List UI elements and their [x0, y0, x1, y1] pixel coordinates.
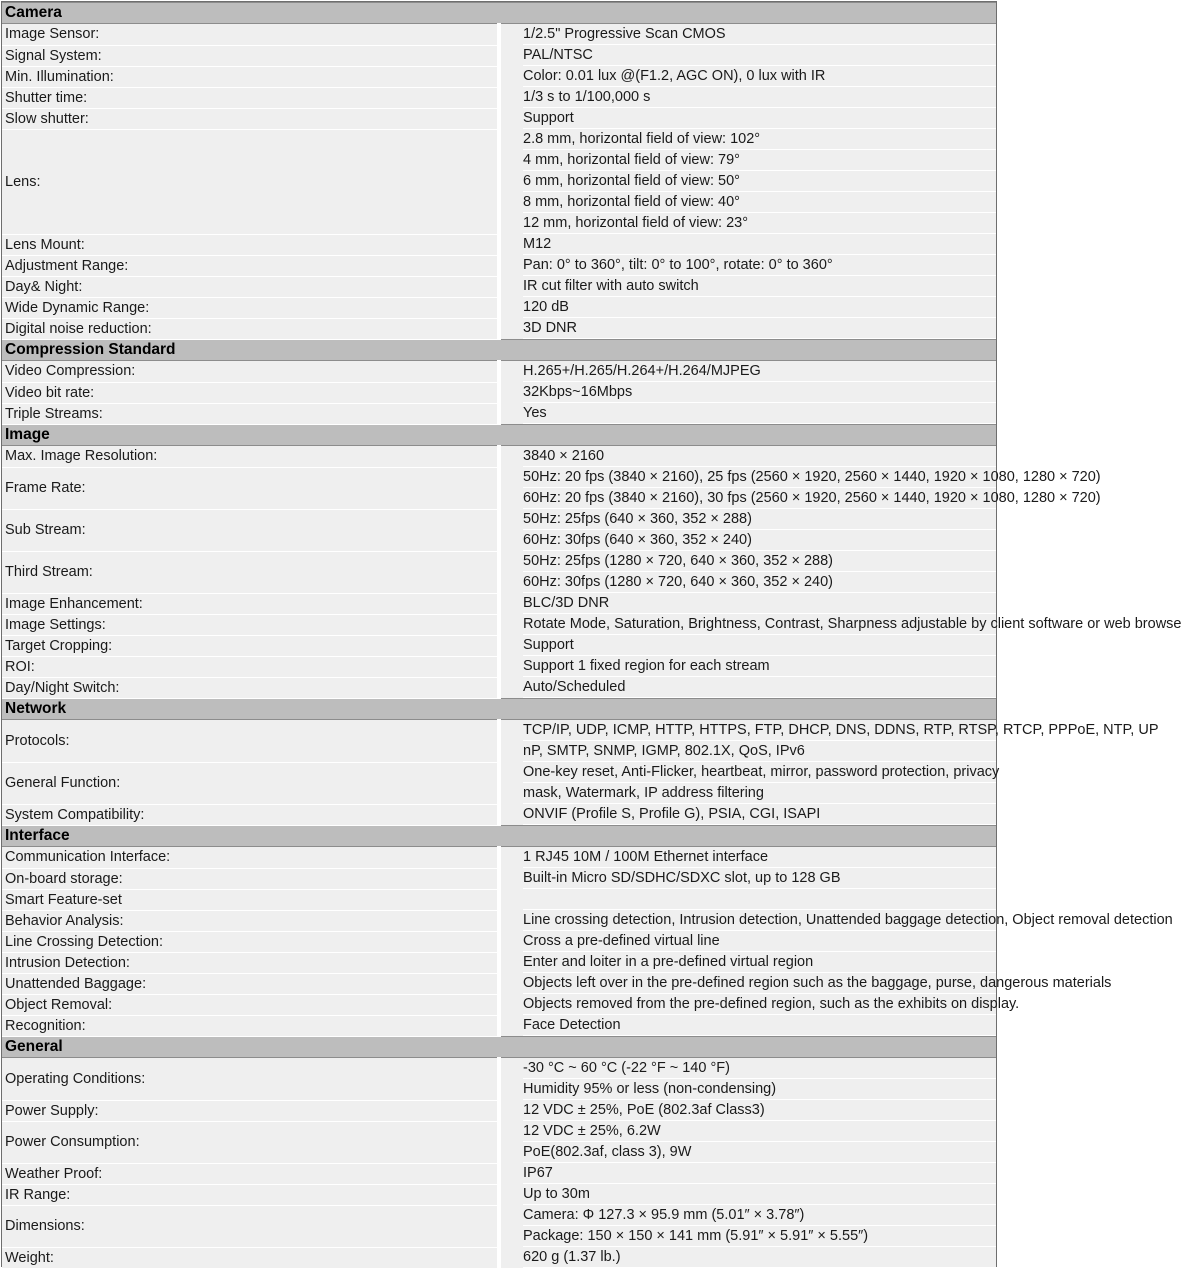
spec-value-line: Support [523, 108, 996, 129]
spec-value-line: Built-in Micro SD/SDHC/SDXC slot, up to 128 GB [523, 868, 996, 889]
spec-value-line: Support [523, 635, 996, 656]
spec-label: Adjustment Range: [2, 255, 499, 276]
spec-label: Behavior Analysis: [2, 910, 499, 931]
section-header [2, 699, 996, 720]
spec-value-line: Objects left over in the pre-defined region such as the baggage, purse, dangerous materials [523, 973, 996, 994]
spec-value-cell [499, 847, 996, 869]
spec-row [2, 297, 996, 318]
spec-row [2, 361, 996, 383]
spec-value-line: Objects removed from the pre-defined region, such as the exhibits on display. [523, 994, 996, 1015]
spec-value-cell [499, 1205, 996, 1247]
spec-value-line: BLC/3D DNR [523, 593, 996, 614]
spec-label: Target Cropping: [2, 635, 499, 656]
spec-value-line: 8 mm, horizontal field of view: 40° [523, 192, 996, 213]
spec-value-line: PAL/NTSC [523, 45, 996, 66]
section-title: Camera [2, 3, 996, 24]
spec-label: IR Range: [2, 1184, 499, 1205]
spec-label: Operating Conditions: [2, 1058, 499, 1101]
spec-value-line [523, 889, 996, 910]
spec-label: Video Compression: [2, 361, 499, 383]
section-title: Image [2, 425, 996, 446]
spec-label: Weather Proof: [2, 1163, 499, 1184]
spec-value-line: Line crossing detection, Intrusion detection, Unattended baggage detection, Object removal detection [523, 910, 996, 931]
spec-value-line: 1/2.5" Progressive Scan CMOS [523, 24, 996, 45]
spec-label: On-board storage: [2, 868, 499, 889]
spec-value-line: Up to 30m [523, 1184, 996, 1205]
spec-label: Lens Mount: [2, 234, 499, 255]
spec-row [2, 868, 996, 889]
spec-value-line: Color: 0.01 lux @(F1.2, AGC ON), 0 lux with IR [523, 66, 996, 87]
spec-value-line: -30 °C ~ 60 °C (-22 °F ~ 140 °F) [523, 1058, 996, 1079]
spec-value-line: 3840 × 2160 [523, 446, 996, 467]
spec-row [2, 318, 996, 340]
spec-value-cell [499, 509, 996, 551]
spec-value-cell [499, 1247, 996, 1268]
section-header [2, 3, 996, 24]
spec-row [2, 45, 996, 66]
spec-label: Frame Rate: [2, 467, 499, 509]
spec-value-cell [499, 66, 996, 87]
spec-row [2, 910, 996, 931]
spec-value-line: 6 mm, horizontal field of view: 50° [523, 171, 996, 192]
spec-value-cell [499, 446, 996, 468]
spec-row [2, 614, 996, 635]
spec-label: Unattended Baggage: [2, 973, 499, 994]
section-title: Network [2, 699, 996, 720]
spec-label: Weight: [2, 1247, 499, 1268]
spec-value-line: 620 g (1.37 lb.) [523, 1247, 996, 1268]
spec-value-cell [499, 403, 996, 425]
spec-label: Intrusion Detection: [2, 952, 499, 973]
spec-label: Day& Night: [2, 276, 499, 297]
spec-value-line: Humidity 95% or less (non-condensing) [523, 1079, 996, 1100]
spec-label: Smart Feature-set [2, 889, 499, 910]
spec-value-line: Cross a pre-defined virtual line [523, 931, 996, 952]
spec-row [2, 1015, 996, 1037]
spec-value-line: 1/3 s to 1/100,000 s [523, 87, 996, 108]
spec-value-cell [499, 1015, 996, 1037]
spec-value-cell [499, 361, 996, 383]
spec-row [2, 1121, 996, 1163]
spec-value-cell [499, 1058, 996, 1101]
spec-label: Image Enhancement: [2, 593, 499, 614]
spec-row [2, 1058, 996, 1101]
spec-row [2, 931, 996, 952]
spec-row [2, 509, 996, 551]
spec-value-line: 4 mm, horizontal field of view: 79° [523, 150, 996, 171]
spec-value-line: Rotate Mode, Saturation, Brightness, Contrast, Sharpness adjustable by client software or web browse [523, 614, 996, 635]
spec-value-cell [499, 677, 996, 699]
spec-label: Power Consumption: [2, 1121, 499, 1163]
spec-row [2, 720, 996, 763]
spec-value-line: Package: 150 × 150 × 141 mm (5.91″ × 5.91″ × 5.55″) [523, 1226, 996, 1247]
spec-value-line: 2.8 mm, horizontal field of view: 102° [523, 129, 996, 150]
spec-row [2, 108, 996, 129]
spec-value-cell [499, 614, 1181, 635]
spec-value-cell [499, 234, 996, 255]
spec-value-line: 12 VDC ± 25%, PoE (802.3af Class3) [523, 1100, 996, 1121]
spec-value-cell [499, 129, 996, 234]
spec-value-line: 12 mm, horizontal field of view: 23° [523, 213, 996, 234]
spec-value-line: 60Hz: 20 fps (3840 × 2160), 30 fps (2560 × 1920, 2560 × 1440, 1920 × 1080, 1280 × 720) [523, 488, 996, 509]
spec-value-cell [499, 593, 996, 614]
spec-value-cell [499, 318, 996, 340]
spec-table [2, 2, 1181, 1269]
spec-value-line: PoE(802.3af, class 3), 9W [523, 1142, 996, 1163]
spec-value-cell [499, 720, 1159, 763]
spec-value-cell [499, 467, 1101, 509]
spec-row [2, 467, 996, 509]
spec-value-line: IR cut filter with auto switch [523, 276, 996, 297]
spec-value-line: 50Hz: 25fps (640 × 360, 352 × 288) [523, 509, 996, 530]
spec-label: Max. Image Resolution: [2, 446, 499, 468]
spec-row [2, 762, 996, 804]
spec-value-line: Camera: Φ 127.3 × 95.9 mm (5.01″ × 3.78″) [523, 1205, 996, 1226]
spec-row [2, 635, 996, 656]
spec-value-line: Enter and loiter in a pre-defined virtual region [523, 952, 996, 973]
spec-value-line: 1 RJ45 10M / 100M Ethernet interface [523, 847, 996, 868]
spec-value-line: Yes [523, 403, 996, 424]
spec-row [2, 593, 996, 614]
spec-row [2, 847, 996, 869]
spec-row [2, 446, 996, 468]
spec-value-cell [499, 45, 996, 66]
spec-value-cell [499, 1100, 996, 1121]
spec-value-line: One-key reset, Anti-Flicker, heartbeat, mirror, password protection, privacy [523, 762, 996, 783]
spec-row [2, 889, 996, 910]
spec-value-line: 32Kbps~16Mbps [523, 382, 996, 403]
section-title: Interface [2, 826, 996, 847]
spec-row [2, 656, 996, 677]
spec-row [2, 994, 996, 1015]
spec-value-line: 50Hz: 25fps (1280 × 720, 640 × 360, 352 × 288) [523, 551, 996, 572]
spec-value-line: mask, Watermark, IP address filtering [523, 783, 996, 804]
spec-row [2, 129, 996, 234]
spec-label: Slow shutter: [2, 108, 499, 129]
spec-row [2, 1163, 996, 1184]
spec-value-cell [499, 868, 996, 889]
spec-label: Sub Stream: [2, 509, 499, 551]
spec-label: Shutter time: [2, 87, 499, 108]
spec-sheet [1, 1, 1181, 1267]
spec-row [2, 1100, 996, 1121]
spec-value-line: Support 1 fixed region for each stream [523, 656, 996, 677]
spec-value-cell [499, 24, 996, 46]
spec-value-line: nP, SMTP, SNMP, IGMP, 802.1X, QoS, IPv6 [523, 741, 996, 762]
spec-label: Day/Night Switch: [2, 677, 499, 699]
spec-label: Signal System: [2, 45, 499, 66]
spec-value-line: 3D DNR [523, 318, 996, 339]
spec-value-cell [499, 276, 996, 297]
spec-value-cell [499, 297, 996, 318]
spec-label: Image Settings: [2, 614, 499, 635]
spec-label: Video bit rate: [2, 382, 499, 403]
spec-label: Line Crossing Detection: [2, 931, 499, 952]
spec-value-line: 12 VDC ± 25%, 6.2W [523, 1121, 996, 1142]
spec-label: Triple Streams: [2, 403, 499, 425]
spec-value-cell [499, 889, 996, 910]
spec-row [2, 382, 996, 403]
spec-value-cell [499, 255, 996, 276]
spec-row [2, 973, 996, 994]
spec-row [2, 1247, 996, 1268]
spec-row [2, 234, 996, 255]
spec-value-cell [499, 804, 996, 826]
spec-row [2, 66, 996, 87]
spec-label: General Function: [2, 762, 499, 804]
spec-row [2, 276, 996, 297]
spec-label: Protocols: [2, 720, 499, 763]
spec-row [2, 804, 996, 826]
spec-row [2, 403, 996, 425]
spec-label: System Compatibility: [2, 804, 499, 826]
spec-row [2, 87, 996, 108]
spec-value-line: Auto/Scheduled [523, 677, 996, 698]
spec-value-cell [499, 635, 996, 656]
spec-label: Image Sensor: [2, 24, 499, 46]
spec-value-cell [499, 762, 1000, 804]
spec-value-cell [499, 973, 1112, 994]
spec-value-line: Pan: 0° to 360°, tilt: 0° to 100°, rotate: 0° to 360° [523, 255, 996, 276]
spec-label: ROI: [2, 656, 499, 677]
spec-label: Recognition: [2, 1015, 499, 1037]
section-title: General [2, 1037, 996, 1058]
spec-row [2, 255, 996, 276]
spec-value-line: 60Hz: 30fps (1280 × 720, 640 × 360, 352 × 240) [523, 572, 996, 593]
spec-value-cell [499, 87, 996, 108]
spec-value-line: IP67 [523, 1163, 996, 1184]
spec-label: Digital noise reduction: [2, 318, 499, 340]
spec-label: Wide Dynamic Range: [2, 297, 499, 318]
spec-value-line: 50Hz: 20 fps (3840 × 2160), 25 fps (2560 × 1920, 2560 × 1440, 1920 × 1080, 1280 × 720) [523, 467, 996, 488]
spec-label: Lens: [2, 129, 499, 234]
spec-row [2, 551, 996, 593]
section-title: Compression Standard [2, 340, 996, 361]
spec-value-cell [499, 108, 996, 129]
spec-label: Communication Interface: [2, 847, 499, 869]
spec-value-cell [499, 1184, 996, 1205]
spec-value-cell [499, 1121, 996, 1163]
spec-row [2, 1184, 996, 1205]
spec-value-cell [499, 656, 996, 677]
spec-row [2, 1205, 996, 1247]
section-header [2, 340, 996, 361]
section-header [2, 425, 996, 446]
spec-value-cell [499, 382, 996, 403]
spec-value-line: TCP/IP, UDP, ICMP, HTTP, HTTPS, FTP, DHCP, DNS, DDNS, RTP, RTSP, RTCP, PPPoE, NTP, UP [523, 720, 996, 741]
spec-value-line: ONVIF (Profile S, Profile G), PSIA, CGI, ISAPI [523, 804, 996, 825]
spec-row [2, 24, 996, 46]
spec-value-line: H.265+/H.265/H.264+/H.264/MJPEG [523, 361, 996, 382]
spec-value-line: 120 dB [523, 297, 996, 318]
spec-value-cell [499, 910, 1173, 931]
spec-row [2, 952, 996, 973]
spec-label: Third Stream: [2, 551, 499, 593]
spec-value-line: Face Detection [523, 1015, 996, 1036]
spec-value-line: M12 [523, 234, 996, 255]
spec-label: Min. Illumination: [2, 66, 499, 87]
spec-value-cell [499, 1163, 996, 1184]
spec-value-line: 60Hz: 30fps (640 × 360, 352 × 240) [523, 530, 996, 551]
spec-value-cell [499, 931, 996, 952]
spec-label: Power Supply: [2, 1100, 499, 1121]
spec-label: Dimensions: [2, 1205, 499, 1247]
spec-value-cell [499, 551, 996, 593]
spec-label: Object Removal: [2, 994, 499, 1015]
section-header [2, 1037, 996, 1058]
spec-value-cell [499, 952, 996, 973]
spec-row [2, 677, 996, 699]
section-header [2, 826, 996, 847]
spec-value-cell [499, 994, 1020, 1015]
